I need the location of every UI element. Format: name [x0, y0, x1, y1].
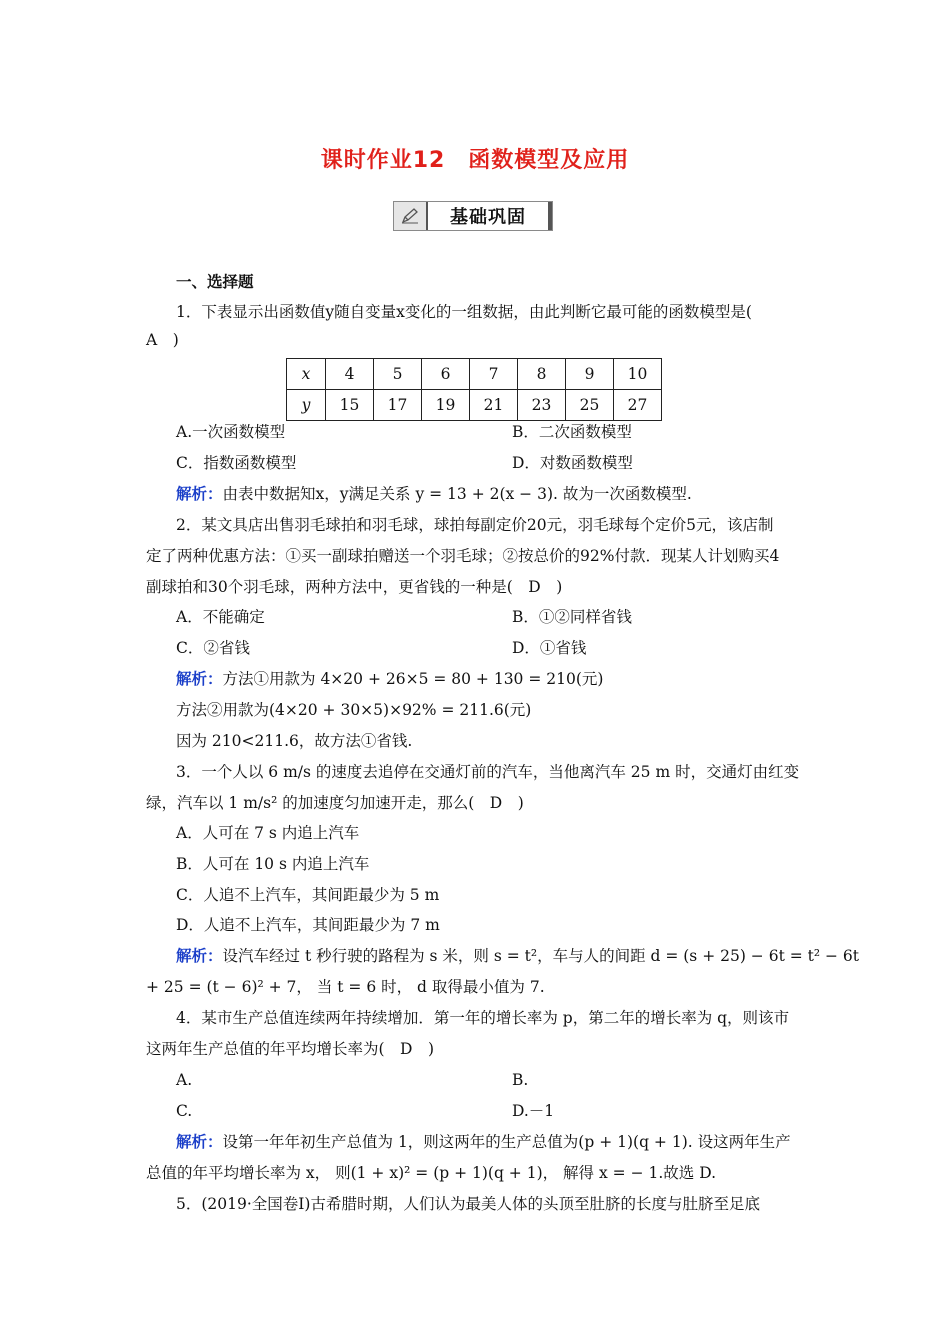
- q2-option-c: C．②省钱: [176, 639, 250, 657]
- q2-line1: 2．某文具店出售羽毛球拍和羽毛球，球拍每副定价20元，羽毛球每个定价5元，该店制: [176, 516, 774, 534]
- table-row: [287, 359, 662, 390]
- q1-option-c: C．指数函数模型: [176, 454, 297, 472]
- table-row: [287, 390, 662, 421]
- q3-option-d: D．人追不上汽车，其间距最少为 7 m: [176, 916, 440, 934]
- q3-option-b: B．人可在 10 s 内追上汽车: [176, 855, 370, 873]
- analysis-label: 解析：: [176, 1132, 223, 1151]
- table-cell: 7: [470, 359, 518, 390]
- q2-analysis-text1: 方法①用款为 4×20 + 26×5 = 80 + 130 = 210(元): [222, 670, 604, 688]
- banner-label: 基础巩固: [450, 207, 526, 228]
- q1-stem-line2: A ): [146, 331, 179, 349]
- q2-options-row2: [176, 638, 836, 658]
- q2-option-a: A．不能确定: [176, 608, 265, 626]
- q1-analysis: [176, 484, 836, 504]
- table-cell: 9: [566, 359, 614, 390]
- q4-line2: 这两年生产总值的年平均增长率为( D ): [146, 1040, 435, 1058]
- table-cell: 17: [374, 390, 422, 421]
- q4-option-b: B.: [512, 1071, 529, 1089]
- section-banner: [393, 201, 553, 231]
- q4-option-c: C.: [176, 1102, 193, 1120]
- table-cell: 6: [422, 359, 470, 390]
- q3-analysis-text1: 设汽车经过 t 秒行驶的路程为 s 米，则 s = t²，车与人的间距 d = (s + 25) − 6t = t² − 6t: [222, 947, 860, 965]
- q4-option-d: D.－1: [512, 1102, 555, 1120]
- q2-analysis3: 因为 210<211.6，故方法①省钱.: [176, 732, 413, 750]
- table-cell: 4: [326, 359, 374, 390]
- q4-line1: 4．某市生产总值连续两年持续增加．第一年的增长率为 p，第二年的增长率为 q，则该市: [176, 1009, 790, 1027]
- q1-option-a: A.一次函数模型: [176, 423, 286, 441]
- q4-options-row2: [176, 1101, 836, 1121]
- table-header-y: y: [287, 390, 326, 421]
- q3-analysis1: [176, 946, 860, 966]
- table-cell: 25: [566, 390, 614, 421]
- table-cell: 27: [614, 390, 662, 421]
- table-cell: 21: [470, 390, 518, 421]
- q1-option-d: D．对数函数模型: [512, 454, 633, 472]
- q5-line1: 5．(2019·全国卷Ⅰ)古希腊时期，人们认为最美人体的头顶至肚脐的长度与肚脐至足底: [176, 1195, 760, 1213]
- q3-line2: 绿，汽车以 1 m/s² 的加速度匀加速开走，那么( D ): [146, 794, 524, 812]
- q1-stem-line1: 1．下表显示出函数值y随自变量x变化的一组数据，由此判断它最可能的函数模型是(: [176, 303, 752, 321]
- q1-options-row1: [176, 422, 836, 442]
- q1-analysis-text: 由表中数据知x，y满足关系 y = 13 + 2(x − 3). 故为一次函数模型.: [222, 485, 692, 503]
- q4-option-a: A.: [176, 1071, 193, 1089]
- q3-analysis2: + 25 = (t − 6)² + 7， 当 t = 6 时， d 取得最小值为 7.: [146, 978, 545, 996]
- analysis-label: 解析：: [176, 946, 223, 965]
- pencil-icon: [394, 202, 428, 230]
- q3-option-c: C．人追不上汽车，其间距最少为 5 m: [176, 886, 440, 904]
- q2-analysis2: 方法②用款为(4×20 + 30×5)×92% = 211.6(元): [176, 701, 532, 719]
- q3-option-a: A．人可在 7 s 内追上汽车: [176, 824, 360, 842]
- table-cell: 5: [374, 359, 422, 390]
- q4-analysis1: [176, 1132, 836, 1152]
- analysis-label: 解析：: [176, 484, 223, 503]
- table-cell: 19: [422, 390, 470, 421]
- q2-line2: 定了两种优惠方法：①买一副球拍赠送一个羽毛球；②按总价的92%付款．现某人计划购买4: [146, 547, 780, 565]
- q2-option-d: D．①省钱: [512, 639, 587, 657]
- q2-options-row1: [176, 607, 836, 627]
- q3-line1: 3．一个人以 6 m/s 的速度去追停在交通灯前的汽车，当他离汽车 25 m 时，交通灯由红变: [176, 763, 800, 781]
- table-header-x: x: [287, 359, 326, 390]
- table-cell: 15: [326, 390, 374, 421]
- analysis-label: 解析：: [176, 669, 223, 688]
- table-cell: 10: [614, 359, 662, 390]
- q4-analysis2: 总值的年平均增长率为 x， 则(1 + x)² = (p + 1)(q + 1)， 解得 x = − 1.故选 D.: [146, 1164, 716, 1182]
- q1-data-table: [286, 358, 662, 421]
- q2-line3: 副球拍和30个羽毛球，两种方法中，更省钱的一种是( D ): [146, 578, 563, 596]
- q4-options-row1: [176, 1070, 836, 1090]
- table-cell: 23: [518, 390, 566, 421]
- q1-option-b: B．二次函数模型: [512, 423, 632, 441]
- q4-analysis-text1: 设第一年年初生产总值为 1，则这两年的生产总值为(p + 1)(q + 1). 设这两年生产: [222, 1133, 791, 1151]
- table-cell: 8: [518, 359, 566, 390]
- q1-options-row2: [176, 453, 836, 473]
- section-heading: 一、选择题: [176, 272, 254, 291]
- banner-edge: [548, 202, 552, 230]
- q2-option-b: B．①②同样省钱: [512, 608, 632, 626]
- q2-analysis1: [176, 669, 836, 689]
- page-title: 课时作业12 函数模型及应用: [320, 148, 630, 173]
